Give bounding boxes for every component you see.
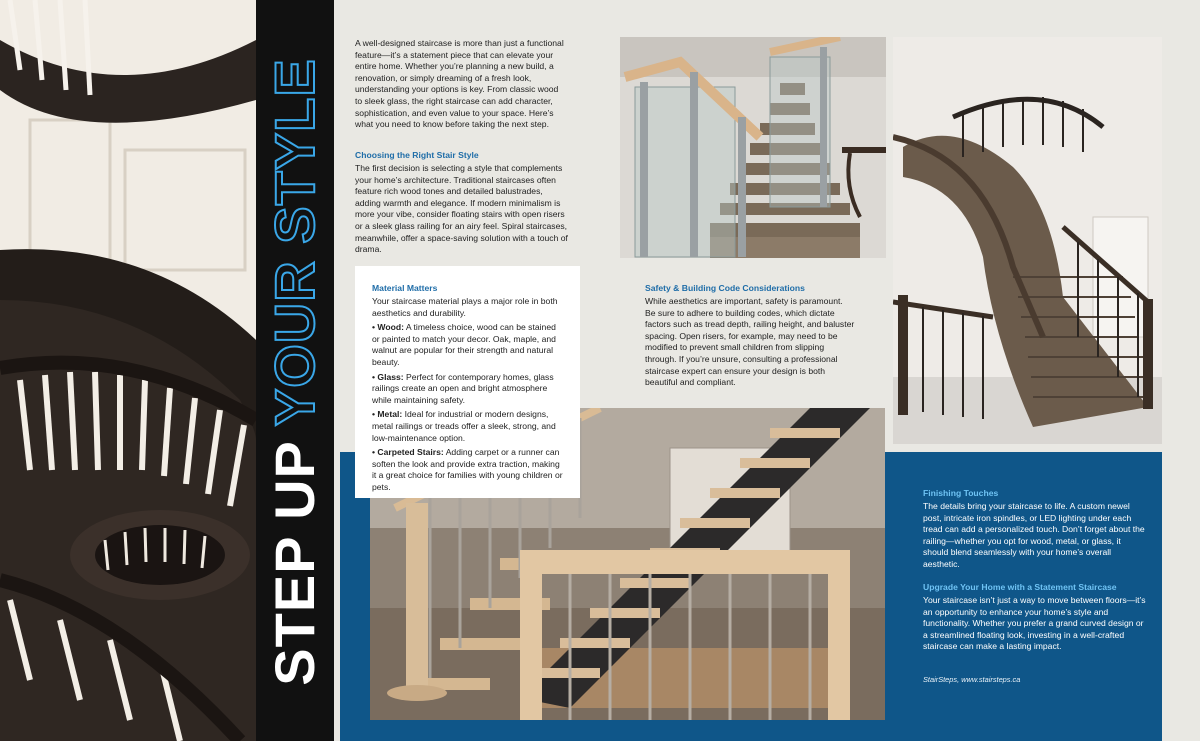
material-item-label: • Carpeted Stairs: <box>372 447 444 458</box>
upgrade-section <box>923 582 1148 653</box>
material-item-label: • Glass: <box>372 371 404 382</box>
curved-staircase-photo <box>893 37 1162 444</box>
material-item <box>372 447 564 493</box>
safety-section <box>645 283 855 389</box>
title-word-your-style: YOUR STYLE <box>263 58 326 427</box>
material-item <box>372 372 564 407</box>
choosing-text: The first decision is selecting a style that complements your home’s architecture. Traditional staircases often feature rich wood tones and detailed balustrades, adding warmth and elegance. If modern minimalism is more your vibe, consider floating stairs with open risers or a sleek glass railing for an airy feel. Spiral staircases, meanwhile, offer a space-saving solution with a touch of drama. <box>355 163 568 255</box>
finishing-text: The details bring your staircase to life. A custom newel post, intricate iron spindles, or LED lighting under each tread can add a personalized touch. Don’t forget about the railing—whether you opt for wood, metal, or glass, it should blend seamlessly with your home’s overall aesthetic. <box>923 501 1145 569</box>
intro-section <box>355 38 567 131</box>
intro-text: A well-designed staircase is more than just a functional feature—it’s a statement piece that can elevate your entire home. Whether you’re planning a new build, a renovation, or simply dreaming of a fresh look, understanding your options is key. From classic wood to sleek glass, the right staircase can add character, sophistication, and even value to your space. Here’s what you need to know before taking the next step. <box>355 38 564 130</box>
materials-text: Your staircase material plays a major role in both aesthetics and durability. <box>372 296 558 318</box>
finishing-section <box>923 488 1148 571</box>
title-band <box>256 0 334 741</box>
choosing-section <box>355 150 570 256</box>
upgrade-heading: Upgrade Your Home with a Statement Staircase <box>923 582 1117 592</box>
material-item-label: • Metal: <box>372 409 403 420</box>
materials-box <box>355 266 580 498</box>
material-item <box>372 409 564 444</box>
choosing-heading: Choosing the Right Stair Style <box>355 150 479 160</box>
upgrade-text: Your staircase isn’t just a way to move between floors—it’s an opportunity to enhance your home’s style and functionality. Whether you prefer a grand curved design or a streamlined floating look, investing in a well-crafted staircase can make a lasting impact. <box>923 595 1146 652</box>
safety-heading: Safety & Building Code Considerations <box>645 283 805 293</box>
finishing-heading: Finishing Touches <box>923 488 999 498</box>
safety-text: While aesthetics are important, safety is paramount. Be sure to adhere to building codes, which dictate factors such as tread depth, railing height, and baluster spacing. Open risers, for example, may need to be modified to prevent small children from slipping through. If you’re unsure, consulting a professional staircase expert can ensure your design is both beautiful and compliant. <box>645 296 855 388</box>
material-item-text: A timeless choice, wood can be stained or painted to match your decor. Oak, maple, and walnut are popular for their strength and natural beauty. <box>372 322 556 367</box>
page-title <box>263 58 326 686</box>
material-item-text: Perfect for contemporary homes, glass railings create an open and bright atmosphere while maintaining safety. <box>372 371 554 405</box>
glass-staircase-photo <box>620 37 886 258</box>
materials-heading: Material Matters <box>372 283 438 293</box>
photo-credit: StairSteps, www.stairsteps.ca <box>923 675 1021 684</box>
material-item <box>372 322 564 368</box>
spiral-staircase-photo <box>0 0 256 741</box>
material-item-label: • Wood: <box>372 322 404 333</box>
material-item-text: Adding carpet or a runner can soften the look and provide extra traction, making it a great choice for families with young children or pets. <box>372 447 563 492</box>
title-word-step-up: STEP UP <box>263 440 326 686</box>
material-item-text: Ideal for industrial or modern designs, metal railings or treads offer a sleek, strong, and low-maintenance option. <box>372 409 556 443</box>
